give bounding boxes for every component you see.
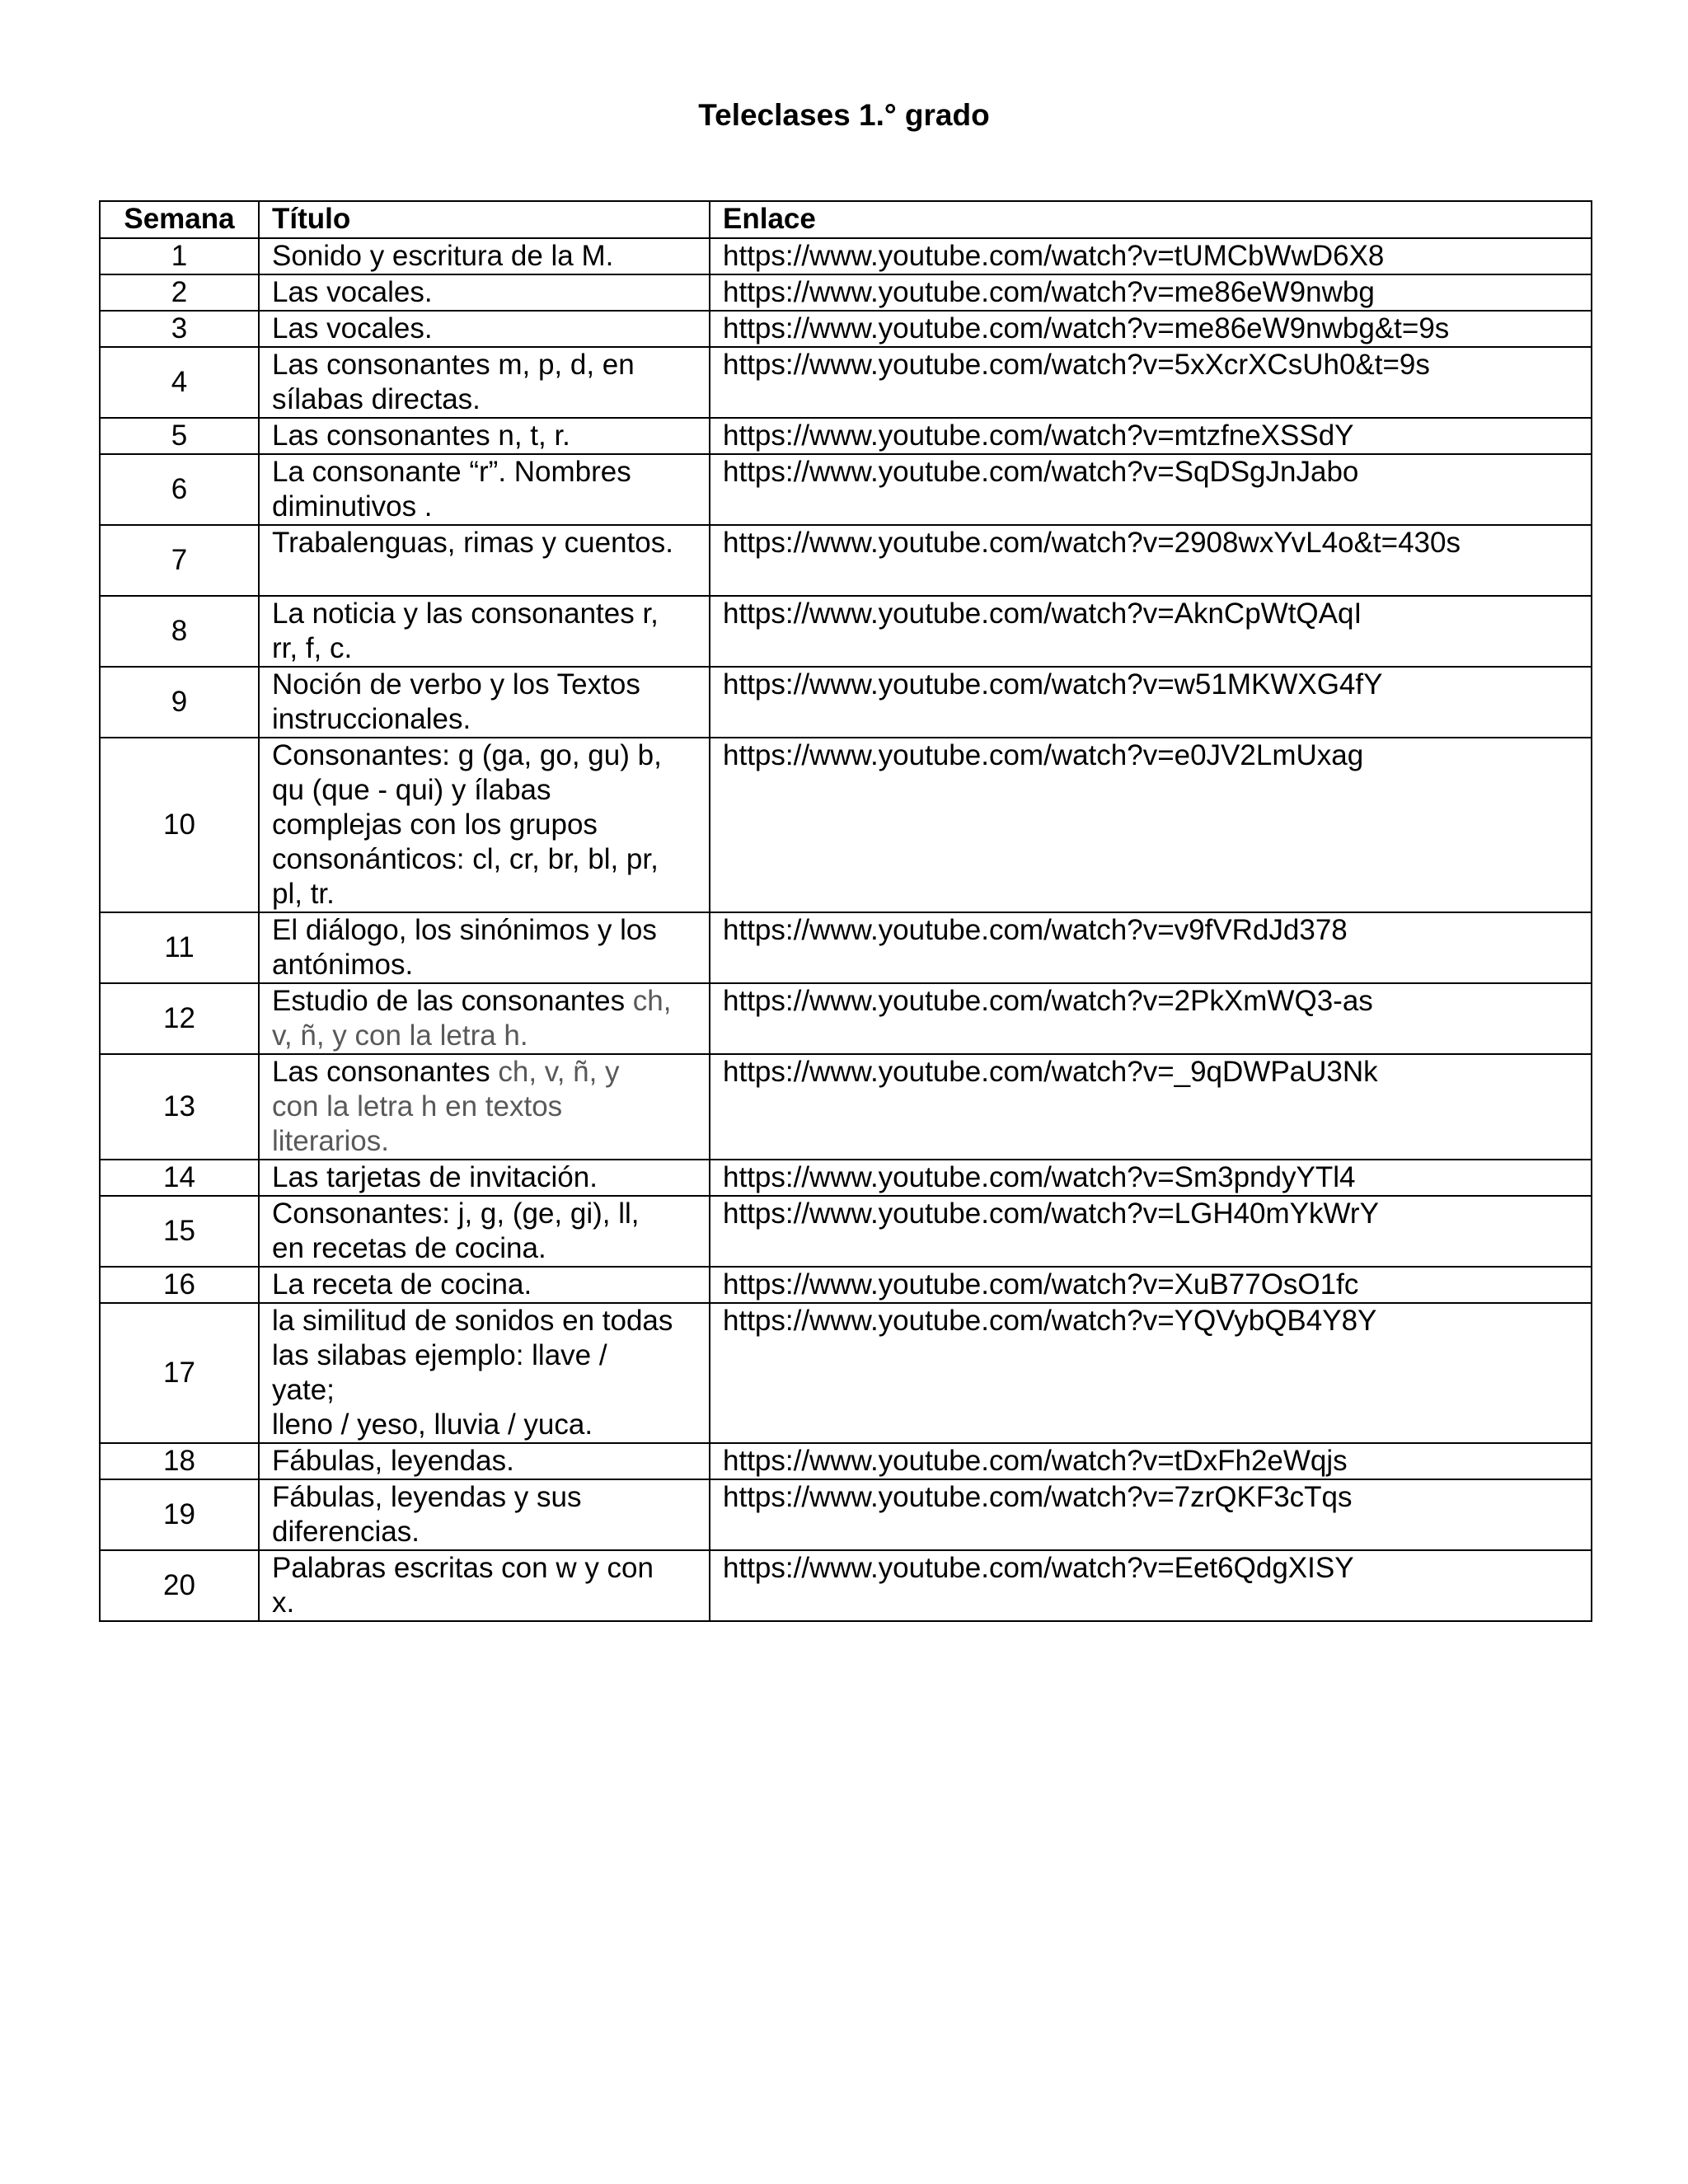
table-row bbox=[100, 1267, 1592, 1303]
lesson-title bbox=[259, 418, 710, 454]
lesson-title-line: Palabras escritas con w y con bbox=[272, 1552, 654, 1584]
lesson-title-line: sílabas directas. bbox=[272, 383, 481, 415]
table-row bbox=[100, 525, 1592, 596]
lesson-title-line: consonánticos: cl, cr, br, bl, pr, bbox=[272, 843, 659, 875]
video-link[interactable]: https://www.youtube.com/watch?v=LGH40mYkWrY bbox=[710, 1196, 1592, 1267]
table-row bbox=[100, 311, 1592, 347]
lesson-title-line: Fábulas, leyendas. bbox=[272, 1445, 514, 1477]
lesson-title-line: Noción de verbo y los Textos bbox=[272, 668, 640, 701]
lesson-title-line: Trabalenguas, rimas y cuentos. bbox=[272, 527, 673, 559]
week-number: 7 bbox=[100, 525, 259, 596]
lesson-title-line: Las vocales. bbox=[272, 276, 433, 308]
video-link[interactable]: https://www.youtube.com/watch?v=5xXcrXCsUh0&t=9s bbox=[710, 347, 1592, 418]
lesson-title bbox=[259, 983, 710, 1054]
table-row bbox=[100, 347, 1592, 418]
week-number: 14 bbox=[100, 1160, 259, 1196]
video-link[interactable]: https://www.youtube.com/watch?v=SqDSgJnJabo bbox=[710, 454, 1592, 525]
table-row bbox=[100, 1479, 1592, 1550]
table-row bbox=[100, 738, 1592, 912]
week-number: 2 bbox=[100, 274, 259, 311]
week-number: 19 bbox=[100, 1479, 259, 1550]
lesson-title-line: instruccionales. bbox=[272, 703, 471, 735]
lesson-title-line: La receta de cocina. bbox=[272, 1268, 532, 1301]
week-number: 9 bbox=[100, 667, 259, 738]
lesson-title-part: Las consonantes bbox=[272, 1056, 499, 1088]
lesson-title bbox=[259, 1196, 710, 1267]
table-row bbox=[100, 238, 1592, 274]
lesson-title bbox=[259, 1160, 710, 1196]
lesson-title-line: Fábulas, leyendas y sus bbox=[272, 1481, 582, 1513]
lesson-title-line: lleno / yeso, lluvia / yuca. bbox=[272, 1408, 593, 1441]
lesson-title-part: con la letra h en textos bbox=[272, 1090, 563, 1122]
week-number: 15 bbox=[100, 1196, 259, 1267]
week-number: 6 bbox=[100, 454, 259, 525]
lesson-title-line: qu (que - qui) y ílabas bbox=[272, 774, 551, 806]
lesson-title bbox=[259, 238, 710, 274]
video-link[interactable]: https://www.youtube.com/watch?v=YQVybQB4Y8Y bbox=[710, 1303, 1592, 1443]
video-link[interactable]: https://www.youtube.com/watch?v=tUMCbWwD6X8 bbox=[710, 238, 1592, 274]
header-week: Semana bbox=[100, 201, 259, 238]
video-link[interactable]: https://www.youtube.com/watch?v=XuB77OsO1fc bbox=[710, 1267, 1592, 1303]
video-link[interactable]: https://www.youtube.com/watch?v=mtzfneXSSdY bbox=[710, 418, 1592, 454]
teleclasses-table bbox=[99, 200, 1592, 1622]
lesson-title-line: Consonantes: j, g, (ge, gi), ll, bbox=[272, 1197, 640, 1230]
table-row bbox=[100, 596, 1592, 667]
video-link[interactable]: https://www.youtube.com/watch?v=7zrQKF3cTqs bbox=[710, 1479, 1592, 1550]
lesson-title-line: pl, tr. bbox=[272, 878, 335, 910]
week-number: 16 bbox=[100, 1267, 259, 1303]
video-link[interactable]: https://www.youtube.com/watch?v=Eet6QdgXISY bbox=[710, 1550, 1592, 1621]
lesson-title-line: La noticia y las consonantes r, bbox=[272, 598, 659, 630]
table-row bbox=[100, 1160, 1592, 1196]
week-number: 18 bbox=[100, 1443, 259, 1479]
lesson-title-part: Estudio de las consonantes bbox=[272, 985, 633, 1017]
lesson-title-line: La consonante “r”. Nombres bbox=[272, 456, 631, 488]
week-number: 10 bbox=[100, 738, 259, 912]
week-number: 3 bbox=[100, 311, 259, 347]
lesson-title bbox=[259, 912, 710, 983]
week-number: 12 bbox=[100, 983, 259, 1054]
lesson-title-part: literarios. bbox=[272, 1125, 389, 1157]
table-row bbox=[100, 983, 1592, 1054]
lesson-title-line: antónimos. bbox=[272, 949, 414, 981]
lesson-title-line: diminutivos . bbox=[272, 490, 433, 523]
lesson-title-line: Sonido y escritura de la M. bbox=[272, 240, 614, 272]
lesson-title-part: ch, v, ñ, y bbox=[498, 1056, 620, 1088]
table-row bbox=[100, 1550, 1592, 1621]
table-header-row bbox=[100, 201, 1592, 238]
video-link[interactable]: https://www.youtube.com/watch?v=me86eW9nwbg bbox=[710, 274, 1592, 311]
video-link[interactable]: https://www.youtube.com/watch?v=2908wxYvL4o&t=430s bbox=[710, 525, 1592, 596]
video-link[interactable]: https://www.youtube.com/watch?v=e0JV2LmUxag bbox=[710, 738, 1592, 912]
lesson-title-line: Las vocales. bbox=[272, 312, 433, 344]
lesson-title-part: v, ñ, y con la letra h. bbox=[272, 1019, 528, 1052]
video-link[interactable]: https://www.youtube.com/watch?v=me86eW9nwbg&t=9s bbox=[710, 311, 1592, 347]
lesson-title-line: complejas con los grupos bbox=[272, 808, 598, 841]
video-link[interactable]: https://www.youtube.com/watch?v=_9qDWPaU3Nk bbox=[710, 1054, 1592, 1160]
table-row bbox=[100, 1443, 1592, 1479]
lesson-title-line: Las consonantes n, t, r. bbox=[272, 419, 570, 452]
lesson-title-line: las silabas ejemplo: llave / bbox=[272, 1339, 607, 1371]
header-title: Título bbox=[259, 201, 710, 238]
lesson-title-line: rr, f, c. bbox=[272, 632, 353, 664]
lesson-title-line: la similitud de sonidos en todas bbox=[272, 1305, 673, 1337]
week-number: 4 bbox=[100, 347, 259, 418]
lesson-title bbox=[259, 1303, 710, 1443]
week-number: 1 bbox=[100, 238, 259, 274]
lesson-title bbox=[259, 274, 710, 311]
video-link[interactable]: https://www.youtube.com/watch?v=v9fVRdJd378 bbox=[710, 912, 1592, 983]
video-link[interactable]: https://www.youtube.com/watch?v=tDxFh2eWqjs bbox=[710, 1443, 1592, 1479]
table-body bbox=[100, 238, 1592, 1621]
week-number: 5 bbox=[100, 418, 259, 454]
table-row bbox=[100, 667, 1592, 738]
week-number: 11 bbox=[100, 912, 259, 983]
lesson-title bbox=[259, 596, 710, 667]
lesson-title bbox=[259, 1550, 710, 1621]
week-number: 17 bbox=[100, 1303, 259, 1443]
video-link[interactable]: https://www.youtube.com/watch?v=w51MKWXG4fY bbox=[710, 667, 1592, 738]
lesson-title bbox=[259, 1479, 710, 1550]
video-link[interactable]: https://www.youtube.com/watch?v=Sm3pndyYTl4 bbox=[710, 1160, 1592, 1196]
lesson-title-line: x. bbox=[272, 1586, 295, 1619]
lesson-title bbox=[259, 1267, 710, 1303]
week-number: 20 bbox=[100, 1550, 259, 1621]
lesson-title bbox=[259, 311, 710, 347]
lesson-title bbox=[259, 454, 710, 525]
lesson-title bbox=[259, 667, 710, 738]
header-link: Enlace bbox=[710, 201, 1592, 238]
video-link[interactable]: https://www.youtube.com/watch?v=2PkXmWQ3-as bbox=[710, 983, 1592, 1054]
lesson-title bbox=[259, 1054, 710, 1160]
lesson-title bbox=[259, 1443, 710, 1479]
page-title: Teleclases 1.° grado bbox=[698, 98, 990, 132]
lesson-title-line: El diálogo, los sinónimos y los bbox=[272, 914, 657, 946]
table-row bbox=[100, 1196, 1592, 1267]
lesson-title-line: Consonantes: g (ga, go, gu) b, bbox=[272, 739, 662, 771]
video-link[interactable]: https://www.youtube.com/watch?v=AknCpWtQAqI bbox=[710, 596, 1592, 667]
lesson-title-part: ch, bbox=[632, 985, 672, 1017]
week-number: 8 bbox=[100, 596, 259, 667]
table-row bbox=[100, 912, 1592, 983]
lesson-title-line: yate; bbox=[272, 1374, 335, 1406]
lesson-title bbox=[259, 525, 710, 596]
table-row bbox=[100, 274, 1592, 311]
lesson-title-line: Las tarjetas de invitación. bbox=[272, 1161, 598, 1193]
table-row bbox=[100, 418, 1592, 454]
table-row bbox=[100, 454, 1592, 525]
table-row bbox=[100, 1303, 1592, 1443]
week-number: 13 bbox=[100, 1054, 259, 1160]
table-row bbox=[100, 1054, 1592, 1160]
lesson-title-line: diferencias. bbox=[272, 1516, 420, 1548]
lesson-title-line: en recetas de cocina. bbox=[272, 1232, 546, 1264]
lesson-title bbox=[259, 347, 710, 418]
lesson-title-line: Las consonantes m, p, d, en bbox=[272, 349, 635, 381]
lesson-title bbox=[259, 738, 710, 912]
